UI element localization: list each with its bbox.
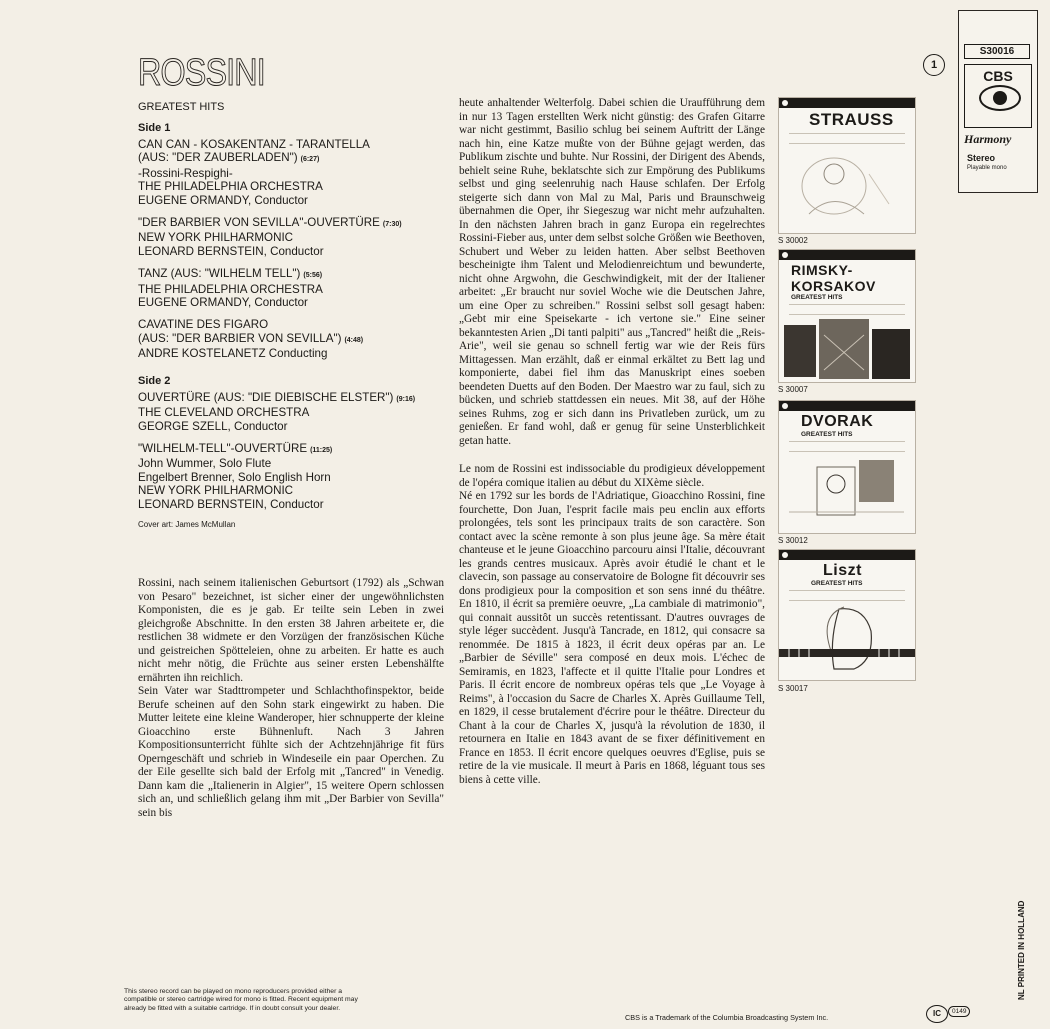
album-artwork — [779, 452, 915, 522]
liner-notes-french — [459, 463, 765, 787]
paragraph: Sein Vater war Stadttrompeter und Schlachthofinspektor, beide Berufe scheinen auf den Sohn stark eingewirkt zu haben. Die Mutter leitete eine kleine Wanderoper, hier schnupperte der kleine Gioacchino erste Bühnenluft. Nach 3 Jahren Kompositionsunterricht fühlte sich der Achtzehnjährige fit fürs Operngeschäft und schrieb in Windeseile ein paar Operchen. Zu der Eile gesellte sich bald der Erfolg mit „Tancred" in Venedig. Dann kam die „Italienerin in Algier", 15 weitere Opern schlossen sich an, und schließlich gelang ihm mit „Der Barbier von Sevilla" sein bis — [138, 685, 444, 819]
trademark-notice: CBS is a Trademark of the Columbia Broadcasting System Inc. — [625, 1013, 829, 1022]
track-title: TANZ (AUS: "WILHELM TELL") — [138, 267, 301, 281]
stereo-label: Stereo — [967, 153, 996, 163]
track-performer: THE CLEVELAND ORCHESTRA — [138, 406, 310, 420]
album-code: S 30002 — [778, 236, 808, 245]
track-arranger: -Rossini-Respighi- — [138, 166, 233, 180]
track-performer: EUGENE ORMANDY, Conductor — [138, 193, 308, 207]
paragraph: Né en 1792 sur les bords de l'Adriatique, Gioacchino Rossini, fine fourchette, Don Juan, l'esprit facile mais peu enclin aux efforts prolongées, tels sont les principaux traits de son caractère. Son contact avec la scène remonte à son plus jeune âge. Sa mère était chanteuse et le jeune Gioacchino parcouru ainsi l'Italie, découvrant les grands centres musicaux. Après avoir étudié le chant et le clavecin, son passage au conservatoire de Bologne fit découvrir ses dons prodigieux pour la composition et son sens inné du théâtre. En 1810, il écrit sa première oeuvre, „La cambiale di matrimonio", qui connait aussitôt un succès retentissant. D'autres ouvrages de style léger succèdent. Jusqu'à Tancrade, en 1812, qui consacre sa renommée. De 1815 à 1823, il écrit deux opéras par an. Le „Barbier de Séville" sera composé en deux mois. L'échec de Semiramis, en 1823, l'affecte et il quitte l'Italie pour Londres et Paris. Il écrit encore de nombreux opéras tels que „Le Voyage à Reims", à l'occasion du Sacre de Charles X. Après Guillaume Tell, en 1829, il cesse brutalement d'écrire pour le théâtre. Directeur du Chant à la cour de Charles X, jusqu'à la révolution de 1830, il retournera en Italie en 1843 avant de se fixer définitivement en France en 1853. Il écrit encore quelques oeuvres d'Eglise, puis se retire de la vie musicale. Il meurt à Paris en 1868, léguant tous ses biens à cette ville. — [459, 490, 765, 786]
album-thumbnail-strauss — [778, 97, 916, 234]
stereo-compatibility-note: This stereo record can be played on mono reproducers provided either a compatible or stereo cartridge wired for mono is fitted. Recent equipment may already be fitted with a suitable cartridge. If in doubt consult your dealer. — [124, 988, 358, 1012]
track-title: "DER BARBIER VON SEVILLA"-OUVERTÜRE — [138, 216, 380, 230]
track-source: (AUS: "DER ZAUBERLADEN") — [138, 151, 298, 165]
paragraph: Le nom de Rossini est indissociable du prodigieux développement de l'opéra comique italien au début du XIXème siècle. — [459, 463, 765, 489]
track-source: (AUS: "DER BARBIER VON SEVILLA") — [138, 331, 342, 345]
track-duration: (5:56) — [303, 272, 323, 280]
label-box — [958, 10, 1038, 193]
playable-mono-label: Playable mono — [967, 165, 1007, 171]
track — [138, 318, 438, 360]
track — [138, 267, 438, 309]
track — [138, 391, 438, 433]
album-thumbnail-liszt — [778, 549, 916, 681]
album-thumbnail-rimsky — [778, 249, 916, 383]
album-subtitle: GREATEST HITS — [791, 294, 843, 301]
cover-art-credit: Cover art: James McMullan — [138, 519, 236, 529]
brand-name: CBS — [983, 68, 1013, 84]
printed-in-holland: NL PRINTED IN HOLLAND — [1017, 900, 1026, 1000]
track — [138, 138, 438, 207]
album-name: RIMSKY-KORSAKOV — [791, 262, 876, 294]
track-performer: LEONARD BERNSTEIN, Conductor — [138, 497, 324, 511]
album-subtitle: GREATEST HITS — [811, 580, 863, 587]
album-subtitle: GREATEST HITS — [801, 431, 853, 438]
side1-heading: Side 1 — [138, 122, 171, 134]
track-duration: (11:25) — [310, 446, 333, 454]
side-number-badge: 1 — [923, 54, 945, 76]
paragraph: heute anhaltender Welterfolg. Dabei schien die Uraufführung dem in nur 13 Tagen erstellten Werk nicht günstig: des Grafen Gitarre war nicht gestimmt, Basilio schlug bei seinem Auftritt der Länge nach hin, eine Katze mußte von der Bühne gejagt werden, das Publikum zischte und buhte. Nur Rossini, der Dirigent des Abends, behielt seine Ruhe, beklatschte sich zur Empörung des Publikums selbst und ging seelenruhig nach Hause schlafen. Der Erfolg steigerte sich dann von Mal zu Mal, Paris und Braunschweig übernahmen die Oper, ihr Siegeszug war nicht mehr aufzuhalten. In den nächsten Jahren brach in ganz Europa ein regelrechtes Rossini-Fieber aus, unter dem selbst solche Größen wie Beethoven, Schubert und Weber zu leiden hatten. Aber selbst Beethoven bescheinigte ihm Talent und Melodienreichtum und bewunderte, nicht ohne Argwohn, die Geschwindigkeit, mit der der Italiener arbeitet: „Er braucht nur soviel Woche wie die Deutschen Jahre, um eine Oper zu schreiben." Rossini selbst soll gesagt haben: „Gebt mir eine Speisekarte - ich vertone sie." Eine seiner bekanntesten Arien „Di tanti palpiti" aus „Tancred" heißt die „Reis-Arie", weil sie genau so schnell fertig war wie der Reis fürs Mittagessen. Man erzählt, daß er einmal erkältet zu Bett lag und komponierte, dabei fiel ihm das Manuskript eines soeben beendeten Duetts auf den Boden. Der Maestro war zu faul, sich zu bücken, und schrieb stattdessen ein neues. Mit 38, auf der Höhe seines Ruhms, zog er sich dann ins Privatleben zurück, um zu genießen. Er fand wohl, daß er genug für seine Unsterblichkeit getan hatte. — [459, 97, 765, 447]
liner-notes-german-part2 — [459, 97, 765, 448]
album-name: STRAUSS — [809, 110, 894, 129]
series-name: Harmony — [964, 132, 1012, 146]
paragraph: Rossini, nach seinem italienischen Geburtsort (1792) als „Schwan von Pesaro" bezeichnet, ist sicher einer der ungewöhnlichsten Komponisten, die es je gab. Er teilte sein Leben in zwei gleichgroße Abschnitte. In den ersten 38 Jahren arbeitete er, die restlichen 38 widmete er den Vorzügen der französischen Küche und geistreichen Spötteleien, ohne zu arbeiten. Er hatte es auch nicht mehr nötig, die Früchte aus seiner ersten Lebenshälfte ernährten ihn reichlich. — [138, 577, 444, 684]
track-performer: John Wummer, Solo Flute — [138, 457, 272, 471]
album-subtitle: GREATEST HITS — [138, 101, 225, 113]
cbs-logo — [964, 64, 1032, 128]
track-duration: (7:30) — [382, 221, 402, 229]
track-performer: NEW YORK PHILHARMONIC — [138, 231, 294, 245]
track-performer: Engelbert Brenner, Solo English Horn — [138, 470, 331, 484]
track-title: OUVERTÜRE (AUS: "DIE DIEBISCHE ELSTER") — [138, 390, 394, 404]
track-performer: EUGENE ORMANDY, Conductor — [138, 296, 308, 310]
track — [138, 216, 438, 258]
track-title: CAVATINE DES FIGARO — [138, 318, 269, 332]
track — [138, 442, 438, 511]
cbs-eye-icon — [979, 85, 1021, 111]
album-artwork — [779, 144, 915, 229]
track-duration: (6:27) — [300, 156, 320, 164]
tracklist — [138, 118, 438, 529]
album-code: S 30007 — [778, 385, 808, 394]
track-performer: GEORGE SZELL, Conductor — [138, 419, 288, 433]
track-performer: LEONARD BERNSTEIN, Conductor — [138, 244, 324, 258]
track-performer: ANDRE KOSTELANETZ Conducting — [138, 347, 328, 361]
catalog-number: S30016 — [964, 44, 1030, 59]
album-name: Liszt — [823, 562, 862, 579]
album-title: ROSSINI — [138, 52, 265, 94]
album-code: S 30017 — [778, 684, 808, 693]
liner-notes-german-part1 — [138, 577, 444, 820]
album-artwork — [779, 601, 915, 671]
album-artwork — [779, 315, 915, 383]
track-title: CAN CAN - KOSAKENTANZ - TARANTELLA — [138, 138, 370, 151]
track-performer: NEW YORK PHILHARMONIC — [138, 484, 294, 498]
ic-code: 0149 — [948, 1006, 970, 1017]
album-thumbnail-dvorak — [778, 400, 916, 534]
track-performer: THE PHILADELPHIA ORCHESTRA — [138, 282, 323, 296]
track-performer: THE PHILADELPHIA ORCHESTRA — [138, 180, 323, 194]
ic-logo: IC — [926, 1005, 948, 1023]
track-title: "WILHELM-TELL"-OUVERTÜRE — [138, 441, 308, 455]
side2-heading: Side 2 — [138, 374, 171, 387]
track-duration: (9:16) — [396, 395, 416, 403]
track-duration: (4:48) — [344, 336, 364, 344]
album-code: S 30012 — [778, 536, 808, 545]
album-name: DVORAK — [801, 413, 874, 430]
